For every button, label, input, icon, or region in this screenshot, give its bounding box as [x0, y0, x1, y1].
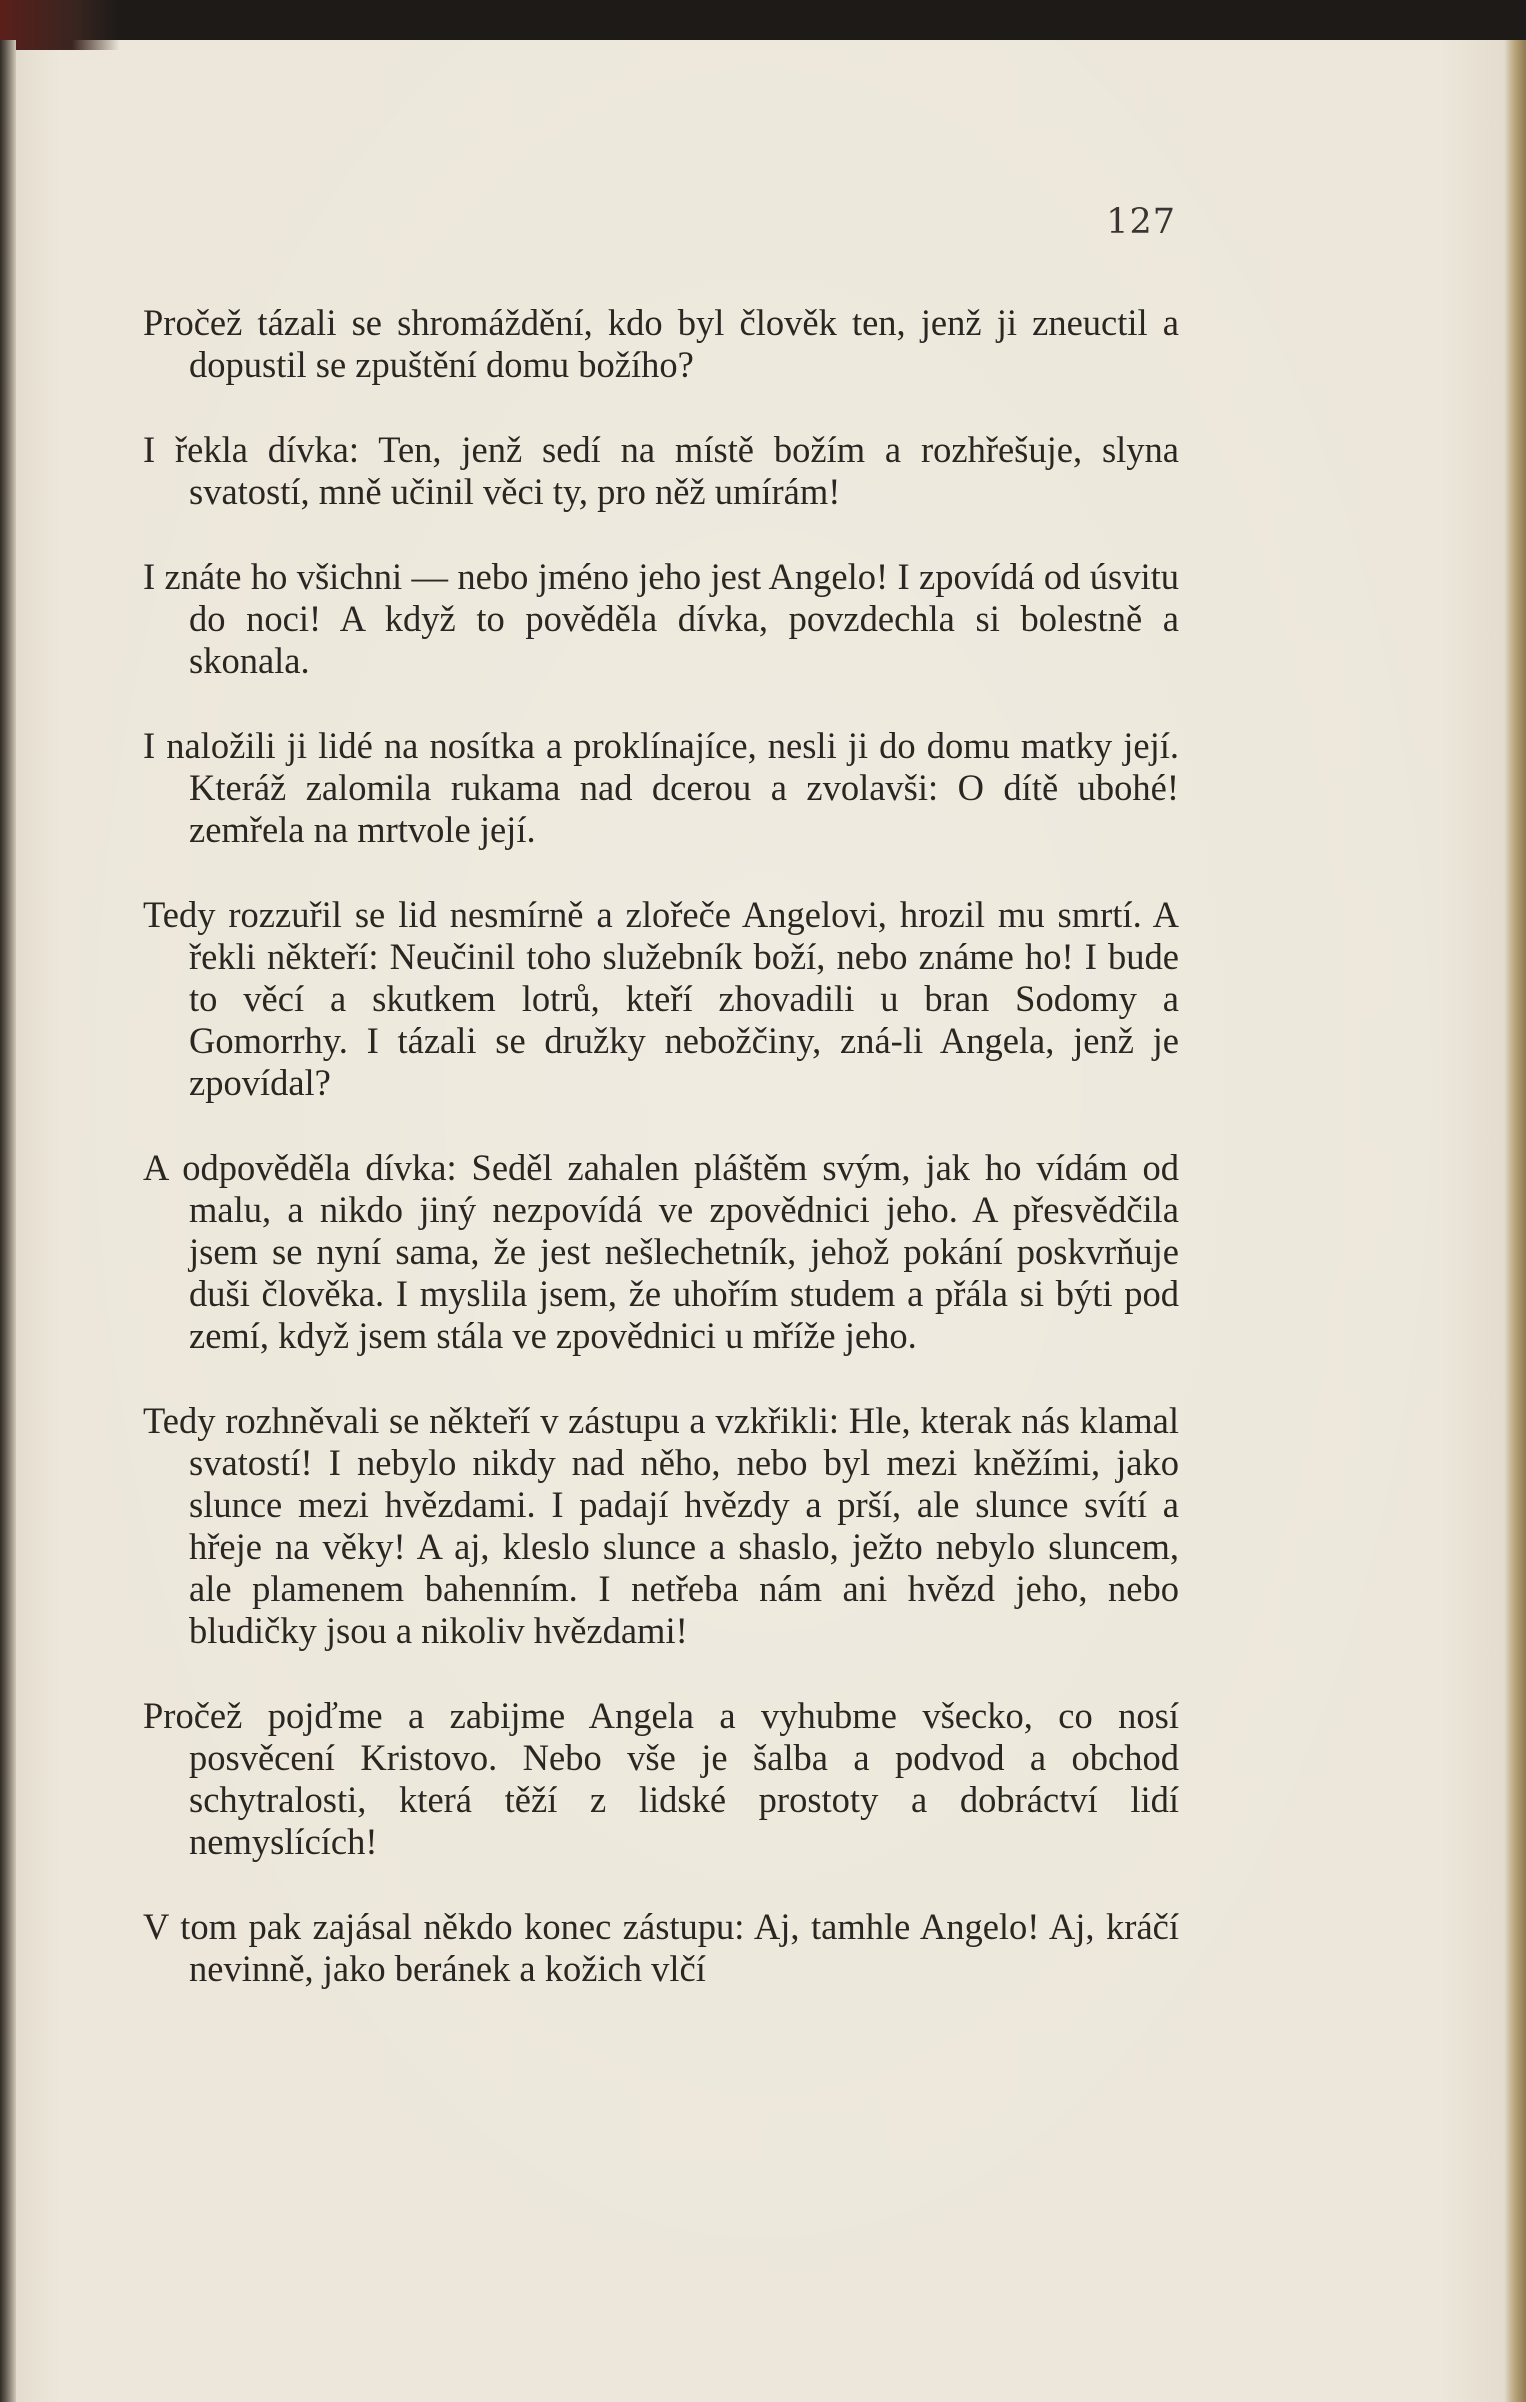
paragraph: A odpověděla dívka: Seděl zahalen pláštěm svým, jak ho vídám od malu, a nikdo jiný nezpovídá ve zpovědnici jeho. A přesvědčila jsem se nyní sama, že jest nešlechetník, jehož pokání poskvrňuje duši člověka. I myslila jsem, že uhořím studem a přála si býti pod zemí, když jsem stála ve zpovědnici u mříže jeho.	[143, 1147, 1179, 1356]
paragraph: I znáte ho všichni — nebo jméno jeho jest Angelo! I zpovídá od úsvitu do noci! A když to pověděla dívka, povzdechla si bolestně a skonala.	[143, 556, 1179, 681]
paragraph: Tedy rozhněvali se někteří v zástupu a vzkřikli: Hle, kterak nás klamal svatostí! I nebylo nikdy nad něho, nebo byl mezi kněžími, jako slunce mezi hvězdami. I padají hvězdy a prší, ale slunce svítí a hřeje na věky! A aj, kleslo slunce a shaslo, ježto nebylo sluncem, ale plamenem bahenním. I netřeba nám ani hvězd jeho, nebo bludičky jsou a nikoliv hvězdami!	[143, 1400, 1179, 1651]
paragraph: Pročež tázali se shromáždění, kdo byl člověk ten, jenž ji zneuctil a dopustil se zpuštění domu božího?	[143, 302, 1179, 385]
page-text	[143, 302, 1179, 2033]
paragraph: I naložili ji lidé na nosítka a proklínajíce, nesli ji do domu matky její. Kteráž zalomila rukama nad dcerou a zvolavši: O dítě ubohé! zemřela na mrtvole její.	[143, 725, 1179, 850]
paragraph: Tedy rozzuřil se lid nesmírně a zlořeče Angelovi, hrozil mu smrtí. A řekli někteří: Neučinil toho služebník boží, nebo známe ho! I bude to věcí a skutkem lotrů, kteří zhovadili u bran Sodomy a Gomorrhy. I tázali se družky nebožčiny, zná-li Angela, jenž je zpovídal?	[143, 894, 1179, 1103]
page-binding-edge	[0, 40, 16, 2402]
page-right-edge	[1504, 40, 1526, 2402]
paragraph: Pročež pojďme a zabijme Angela a vyhubme všecko, co nosí posvěcení Kristovo. Nebo vše je šalba a podvod a obchod schytralosti, která těží z lidské prostoty a dobráctví lidí nemyslících!	[143, 1695, 1179, 1862]
paragraph: V tom pak zajásal někdo konec zástupu: Aj, tamhle Angelo! Aj, kráčí nevinně, jako beránek a kožich vlčí	[143, 1906, 1179, 1989]
page-number: 127	[1106, 202, 1176, 242]
page-top-edge	[0, 0, 1526, 40]
page-corner-stain	[0, 0, 120, 50]
paragraph: I řekla dívka: Ten, jenž sedí na místě božím a rozhřešuje, slyna svatostí, mně učinil věci ty, pro něž umírám!	[143, 429, 1179, 512]
